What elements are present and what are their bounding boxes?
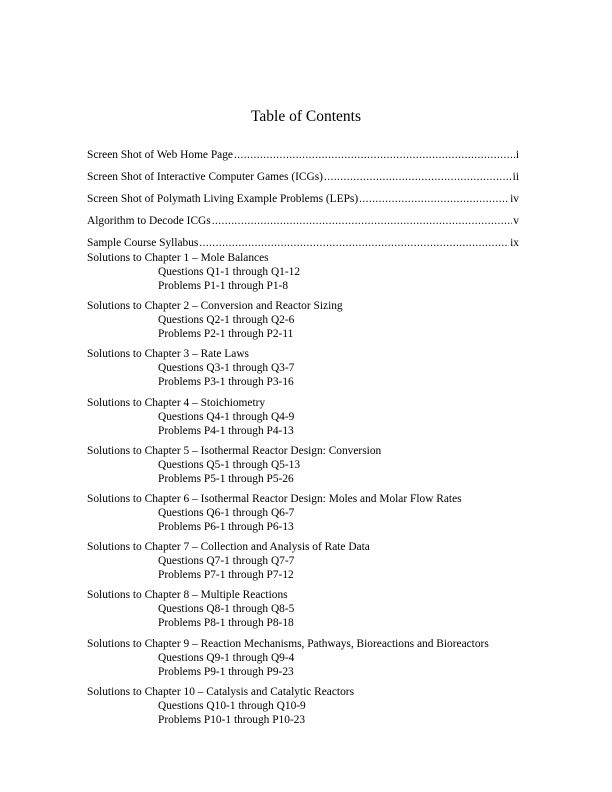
toc-entry-polymath-leps	[87, 192, 519, 206]
chapter-questions: Questions Q5-1 through Q5-13	[158, 458, 301, 471]
chapter-entry-10	[87, 685, 527, 727]
chapter-problems: Problems P7-1 through P7-12	[158, 569, 294, 582]
chapter-questions: Questions Q6-1 through Q6-7	[158, 506, 295, 519]
toc-entry-web-home-page	[87, 148, 519, 162]
toc-page-number: ii	[512, 171, 519, 183]
chapter-entry-5	[87, 444, 527, 486]
chapter-heading: Solutions to Chapter 8 – Multiple Reactions	[87, 589, 288, 602]
chapter-entry-6	[87, 492, 527, 534]
chapter-list	[87, 251, 527, 733]
toc-entry-label: Screen Shot of Interactive Computer Games (ICGs)	[87, 171, 323, 183]
toc-page-number: iv	[510, 193, 519, 205]
chapter-questions: Questions Q3-1 through Q3-7	[158, 362, 295, 375]
chapter-entry-4	[87, 396, 527, 438]
chapter-problems: Problems P6-1 through P6-13	[158, 520, 294, 533]
toc-page-number: ix	[510, 237, 519, 249]
chapter-entry-8	[87, 588, 527, 630]
toc-entry-icgs	[87, 170, 519, 184]
toc-entry-label: Algorithm to Decode ICGs	[87, 215, 211, 227]
chapter-problems: Problems P1-1 through P1-8	[158, 280, 289, 292]
toc-page-number: v	[513, 215, 519, 227]
chapter-heading: Solutions to Chapter 7 – Collection and Analysis of Rate Data	[87, 541, 370, 554]
chapter-questions: Questions Q9-1 through Q9-4	[158, 651, 295, 664]
chapter-entry-2	[87, 299, 527, 341]
chapter-questions: Questions Q2-1 through Q2-6	[158, 314, 295, 327]
chapter-problems: Problems P2-1 through P2-11	[158, 328, 294, 341]
chapter-questions: Questions Q4-1 through Q4-9	[158, 410, 295, 423]
dot-leader	[324, 170, 512, 184]
chapter-problems: Problems P5-1 through P5-26	[158, 472, 294, 485]
chapter-entry-7	[87, 540, 527, 582]
chapter-problems: Problems P3-1 through P3-16	[158, 376, 294, 389]
dot-leader	[234, 148, 515, 162]
chapter-heading: Solutions to Chapter 2 – Conversion and Reactor Sizing	[87, 300, 343, 313]
chapter-heading: Solutions to Chapter 5 – Isothermal Reactor Design: Conversion	[87, 444, 382, 457]
chapter-questions: Questions Q8-1 through Q8-5	[158, 603, 295, 616]
chapter-questions: Questions Q7-1 through Q7-7	[158, 555, 295, 568]
chapter-entry-3	[87, 347, 527, 389]
chapter-problems: Problems P10-1 through P10-23	[158, 713, 306, 726]
dot-leader	[212, 214, 513, 228]
chapter-entry-9	[87, 637, 527, 679]
toc-entry-label: Screen Shot of Polymath Living Example Problems (LEPs)	[87, 193, 359, 205]
chapter-heading: Solutions to Chapter 10 – Catalysis and Catalytic Reactors	[87, 685, 355, 698]
chapter-entry-1	[87, 251, 527, 293]
chapter-questions: Questions Q10-1 through Q10-9	[158, 699, 306, 712]
chapter-heading: Solutions to Chapter 4 – Stoichiometry	[87, 396, 266, 409]
chapter-heading: Solutions to Chapter 9 – Reaction Mechanisms, Pathways, Bioreactions and Bioreactors	[87, 637, 489, 650]
toc-entry-syllabus	[87, 236, 519, 250]
chapter-heading: Solutions to Chapter 6 – Isothermal Reactor Design: Moles and Molar Flow Rates	[87, 492, 462, 505]
dot-leader	[199, 236, 509, 250]
toc-entry-algorithm	[87, 214, 519, 228]
toc-page-number: i	[515, 149, 519, 161]
toc-entry-label: Screen Shot of Web Home Page	[87, 149, 233, 161]
chapter-questions: Questions Q1-1 through Q1-12	[158, 266, 301, 278]
chapter-heading: Solutions to Chapter 1 – Mole Balances	[87, 252, 269, 264]
chapter-problems: Problems P4-1 through P4-13	[158, 424, 294, 437]
toc-entry-label: Sample Course Syllabus	[87, 237, 199, 249]
chapter-heading: Solutions to Chapter 3 – Rate Laws	[87, 348, 249, 361]
page-title: Table of Contents	[251, 108, 361, 125]
front-matter-list	[87, 148, 519, 258]
chapter-problems: Problems P9-1 through P9-23	[158, 665, 294, 678]
chapter-problems: Problems P8-1 through P8-18	[158, 617, 294, 630]
dot-leader	[359, 192, 509, 206]
